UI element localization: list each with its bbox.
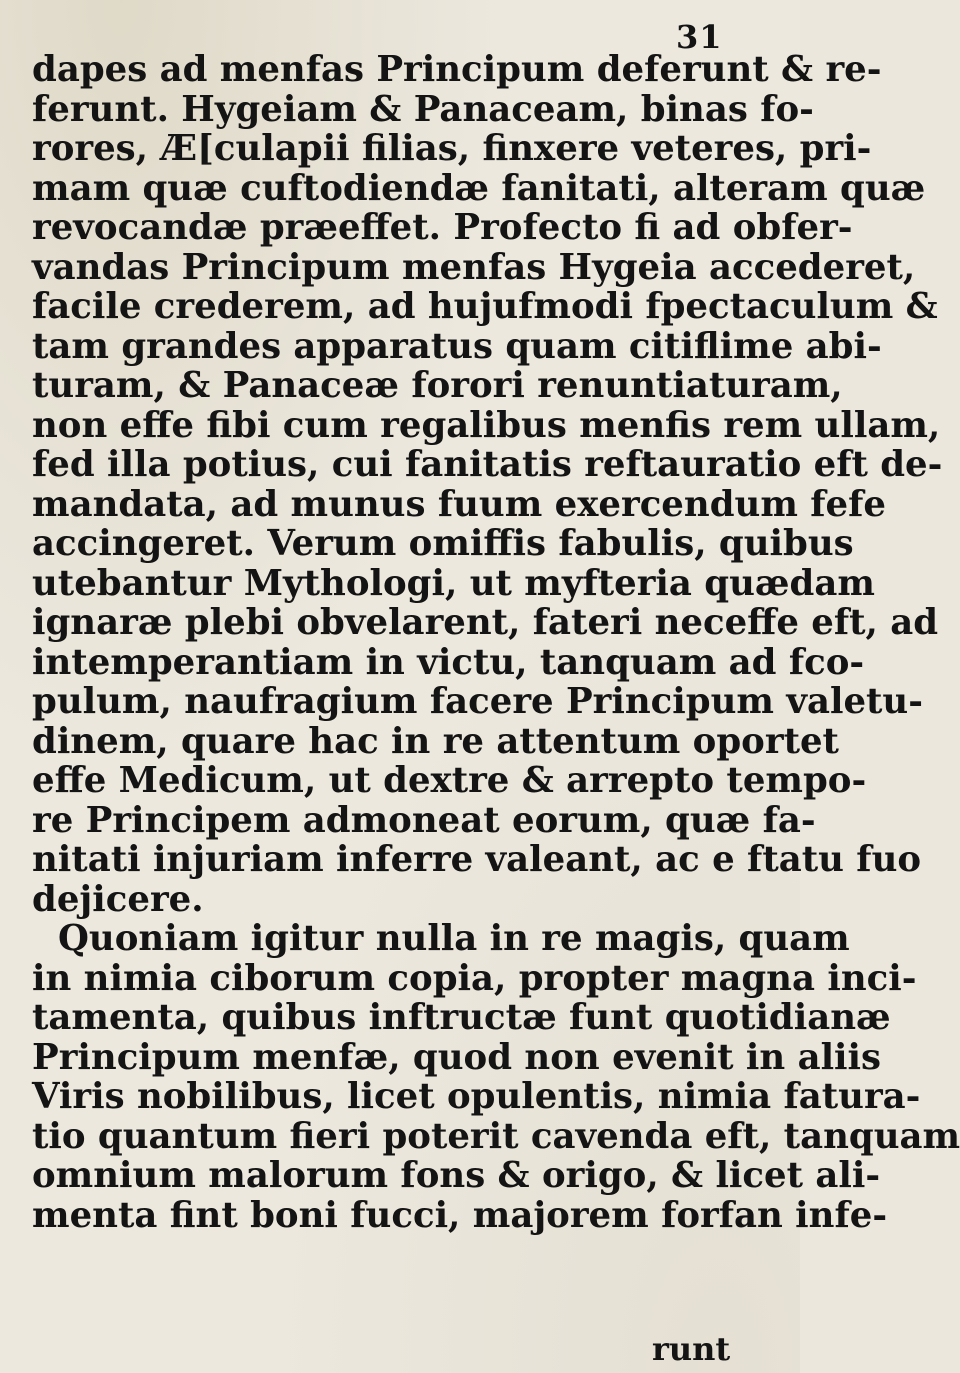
text-line: effe Medicum, ut dextre & arrepto tempo-	[32, 760, 867, 801]
text-line: dinem, quare hac in re attentum oportet	[32, 720, 839, 762]
text-line: omnium malorum fons & origo, & licet ali-	[32, 1155, 881, 1196]
text-line: pulum, naufragium facere Principum valetu-	[32, 681, 923, 722]
text-line: utebantur Mythologi, ut myfteria quædam	[32, 562, 875, 604]
text-line: re Principem admoneat eorum, quæ fa-	[32, 799, 816, 841]
text-line: rores, Æ[culapii filias, finxere veteres, pri-	[32, 128, 872, 169]
text-line: ferunt. Hygeiam & Panaceam, binas fo-	[32, 88, 814, 130]
text-line: intemperantiam in victu, tanquam ad fco-	[32, 641, 865, 683]
text-line: turam, & Panaceæ forori renuntiaturam,	[32, 365, 843, 406]
text-line: tio quantum fieri poterit cavenda eft, tanquam	[32, 1115, 960, 1157]
text-line: tamenta, quibus inftructæ funt quotidianæ	[32, 997, 891, 1038]
text-line: menta fint boni fucci, majorem forfan infe-	[32, 1194, 888, 1236]
text-line: tam grandes apparatus quam citiflime abi-	[32, 325, 882, 367]
text-line: vandas Principum menfas Hygeia accederet,	[32, 246, 916, 288]
text-line: dejicere.	[32, 878, 204, 920]
text-line: facile crederem, ad hujufmodi fpectaculum &	[32, 286, 938, 327]
text-line: accingeret. Verum omiffis fabulis, quibus	[32, 523, 854, 564]
text-line: dapes ad menfas Principum deferunt & re-	[32, 49, 882, 90]
text-line: revocandæ præeffet. Profecto fi ad obfer-	[32, 207, 853, 248]
text-line: non effe fibi cum regalibus menfis rem ullam,	[32, 404, 941, 446]
text-line: in nimia ciborum copia, propter magna inci-	[32, 957, 917, 999]
text-line: Principum menfæ, quod non evenit in aliis	[32, 1036, 882, 1078]
text-line: Quoniam igitur nulla in re magis, quam	[58, 918, 850, 959]
catchword: runt	[652, 1330, 731, 1368]
text-line: mam quæ cuftodiendæ fanitati, alteram quæ	[32, 167, 926, 209]
text-line: nitati injuriam inferre valeant, ac e ftatu fuo	[32, 839, 922, 880]
text-line: fed illa potius, cui fanitatis reftauratio eft de-	[32, 444, 943, 485]
page-number: 31	[676, 18, 723, 56]
text-line: Viris nobilibus, licet opulentis, nimia fatura-	[32, 1076, 921, 1117]
body-text	[32, 49, 960, 1236]
text-line: ignaræ plebi obvelarent, fateri neceffe eft, ad	[32, 602, 939, 643]
text-line: mandata, ad munus fuum exercendum fefe	[32, 483, 886, 525]
